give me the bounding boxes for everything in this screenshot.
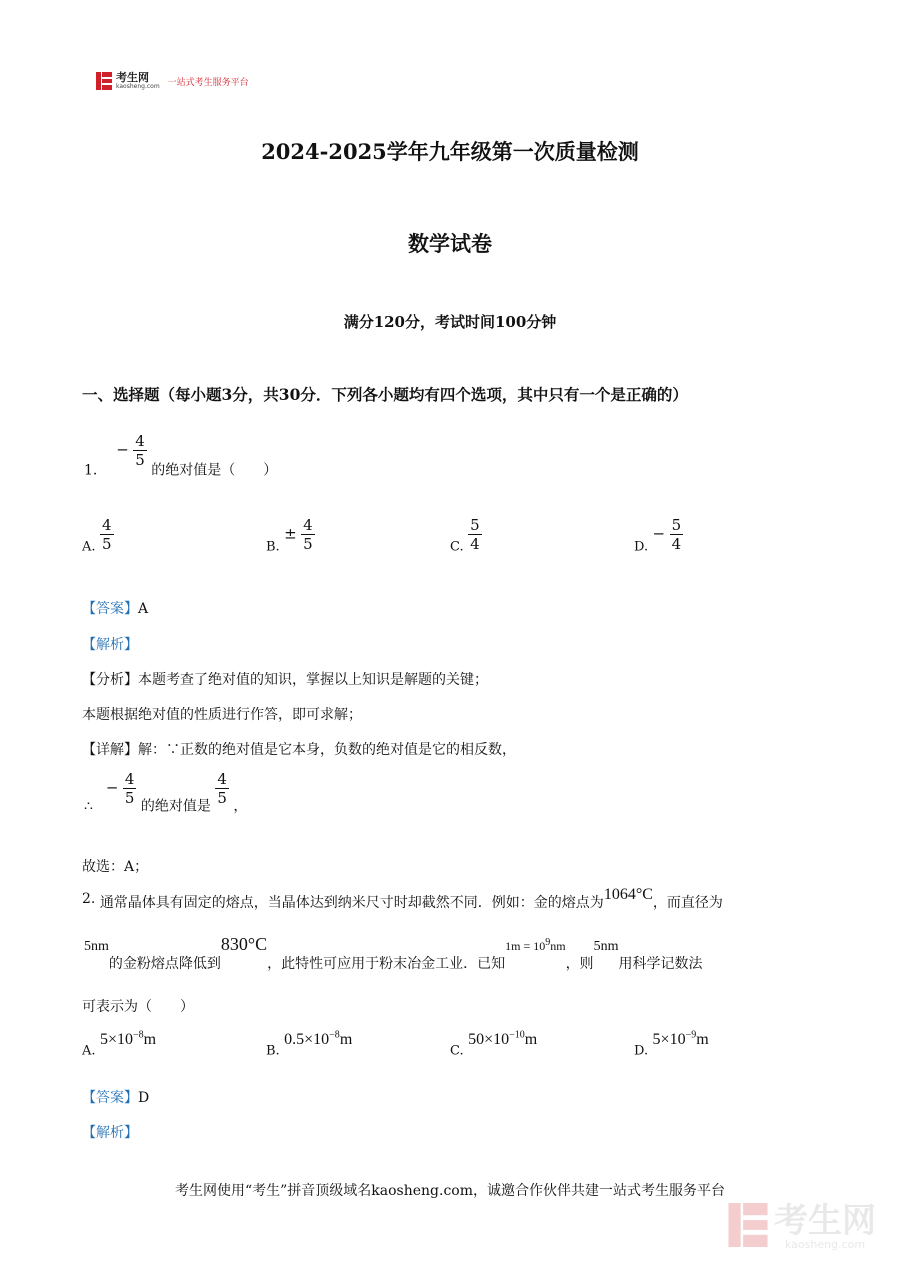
- q2-line1: [82, 886, 723, 912]
- frac-num: 5: [470, 516, 480, 534]
- conclusion-fraction-right: [215, 770, 229, 807]
- q1-detail: [82, 739, 516, 759]
- exam-subject: 数学试卷: [408, 231, 492, 256]
- unit: m: [524, 1031, 538, 1049]
- frac-num: 4: [303, 516, 313, 534]
- q2-option-c[interactable]: [450, 1030, 537, 1058]
- exponent: −10: [509, 1030, 525, 1041]
- option-value: [653, 1031, 709, 1048]
- answer-tag: 【答案】: [82, 601, 138, 617]
- frac-den: 5: [101, 535, 112, 553]
- fenxi-tag: 【分析】: [82, 672, 138, 688]
- q1-frac-num: 4: [135, 432, 145, 450]
- q2-text-2c: ，则: [565, 956, 594, 972]
- q2-text-1a: 通常晶体具有固定的熔点，当晶体达到纳米尺寸时却截然不同．例如：金的熔点为: [99, 895, 604, 911]
- option-sign: −: [652, 524, 666, 543]
- q1-fenxi: [82, 669, 488, 689]
- q2-line2: [84, 934, 702, 973]
- q2-text-2b: ，此特性可应用于粉末冶金工业．已知: [267, 956, 506, 972]
- q2-text-2d: 用科学记数法: [618, 956, 703, 972]
- option-fraction: [670, 516, 684, 553]
- option-label: A.: [82, 1043, 96, 1059]
- frac-den: 4: [470, 535, 480, 553]
- frac-den: 5: [124, 789, 135, 807]
- logo-icon: [96, 72, 112, 90]
- option-label: C.: [450, 539, 464, 555]
- option-fraction: [301, 516, 315, 553]
- conversion-unit: nm: [550, 939, 566, 953]
- unit-conversion: [505, 939, 565, 953]
- logo-slogan: 一站式考生服务平台: [167, 77, 249, 88]
- unit: m: [143, 1031, 157, 1049]
- q1-method: 本题根据绝对值的性质进行作答，即可求解；: [82, 707, 362, 723]
- answer-tag: 【答案】: [82, 1090, 138, 1106]
- q2-number: 2.: [82, 891, 96, 907]
- option-value: [468, 1031, 537, 1048]
- frac-den: 4: [671, 535, 682, 553]
- page-footer: 考生网使用“考生”拼音顶级域名kaosheng.com，诚邀合作伙伴共建一站式考生服务平台: [174, 1183, 726, 1199]
- q2-option-b[interactable]: [266, 1030, 352, 1058]
- gold-melting-point: 1064°C: [603, 886, 653, 903]
- q1-option-d[interactable]: [634, 516, 683, 555]
- option-fraction: [468, 516, 482, 553]
- frac-num: 5: [671, 516, 682, 534]
- logo-name: 考生网: [116, 70, 149, 84]
- option-fraction: [100, 516, 114, 553]
- conversion-exponent: 9: [545, 937, 551, 948]
- q1-neg-sign: −: [116, 440, 129, 459]
- exponent: −9: [685, 1030, 697, 1041]
- watermark-logo-icon: [728, 1203, 768, 1251]
- watermark-domain: kaosheng.com: [784, 1237, 866, 1251]
- neg-sign: −: [105, 778, 119, 797]
- answer-value: D: [138, 1090, 150, 1106]
- exam-title: 2024-2025学年九年级第一次质量检测: [261, 139, 639, 164]
- q1-conclusion: [84, 770, 247, 816]
- conclusion-mid: 的绝对值是: [140, 798, 211, 815]
- q2-option-d[interactable]: [634, 1030, 709, 1058]
- exponent: −8: [133, 1030, 144, 1041]
- frac-den: 5: [303, 535, 313, 553]
- detail-tag: 【详解】: [82, 742, 138, 758]
- header-logo: [96, 72, 249, 90]
- watermark-name: 考生网: [774, 1200, 876, 1241]
- q1-answer: [82, 598, 148, 618]
- option-label: B.: [266, 539, 280, 555]
- frac-den: 5: [217, 789, 227, 807]
- q2-text-2a: 的金粉熔点降低到: [108, 956, 221, 972]
- conversion-base: 1m = 10: [505, 939, 546, 953]
- q2-answer: [82, 1087, 149, 1107]
- therefore-symbol: ∴: [84, 798, 93, 815]
- q1-analysis-tag: 【解析】: [82, 637, 138, 653]
- detail-text: 解：∵正数的绝对值是它本身，负数的绝对值是它的相反数，: [138, 742, 516, 758]
- q2-line3: 可表示为（ ）: [82, 999, 194, 1015]
- option-label: C.: [450, 1043, 464, 1059]
- q1-frac-den: 5: [135, 451, 145, 469]
- conclusion-end: ，: [233, 798, 248, 815]
- option-sign: ±: [284, 524, 297, 543]
- section-heading: 一、选择题（每小题3分，共30分．下列各小题均有四个选项，其中只有一个是正确的）: [82, 385, 688, 404]
- watermark: [728, 1200, 876, 1251]
- answer-value: A: [138, 601, 149, 617]
- frac-num: 4: [124, 770, 135, 788]
- option-label: A.: [82, 539, 96, 555]
- option-label: D.: [634, 539, 649, 555]
- coef: 0.5×10: [284, 1031, 330, 1049]
- exam-info: 满分120分，考试时间100分钟: [343, 313, 557, 331]
- frac-num: 4: [101, 516, 112, 534]
- q2-text-1b: ，而直径为: [652, 895, 723, 911]
- q1-number: 1.: [84, 462, 98, 479]
- unit: m: [339, 1031, 353, 1049]
- frac-num: 4: [217, 770, 227, 788]
- option-value: [100, 1031, 156, 1048]
- exponent: −8: [329, 1030, 340, 1041]
- option-label: D.: [634, 1043, 649, 1059]
- conclusion-fraction-left: [123, 770, 137, 807]
- q2-option-a[interactable]: [82, 1030, 156, 1058]
- option-label: B.: [266, 1043, 280, 1059]
- q1-fraction: [133, 432, 147, 469]
- coef: 5×10: [652, 1031, 686, 1049]
- logo-domain: kaosheng.com: [116, 82, 160, 90]
- unit: m: [696, 1031, 709, 1049]
- size-value-2: 5nm: [593, 939, 619, 954]
- fenxi-text: 本题考查了绝对值的知识，掌握以上知识是解题的关键；: [138, 672, 488, 688]
- q2-analysis-tag: 【解析】: [82, 1125, 138, 1141]
- coef: 50×10: [468, 1031, 510, 1049]
- q1-option-c[interactable]: [450, 516, 482, 555]
- size-value: 5nm: [84, 939, 109, 954]
- q1-stem: [84, 432, 277, 480]
- option-value: [284, 1031, 352, 1048]
- q1-option-a[interactable]: [82, 516, 114, 555]
- q1-option-b[interactable]: [266, 516, 315, 555]
- q1-stem-text: 的绝对值是（ ）: [151, 462, 278, 479]
- coef: 5×10: [99, 1031, 134, 1049]
- q1-choose: 故选：A；: [82, 859, 149, 875]
- powder-melting-point: 830°C: [220, 934, 268, 954]
